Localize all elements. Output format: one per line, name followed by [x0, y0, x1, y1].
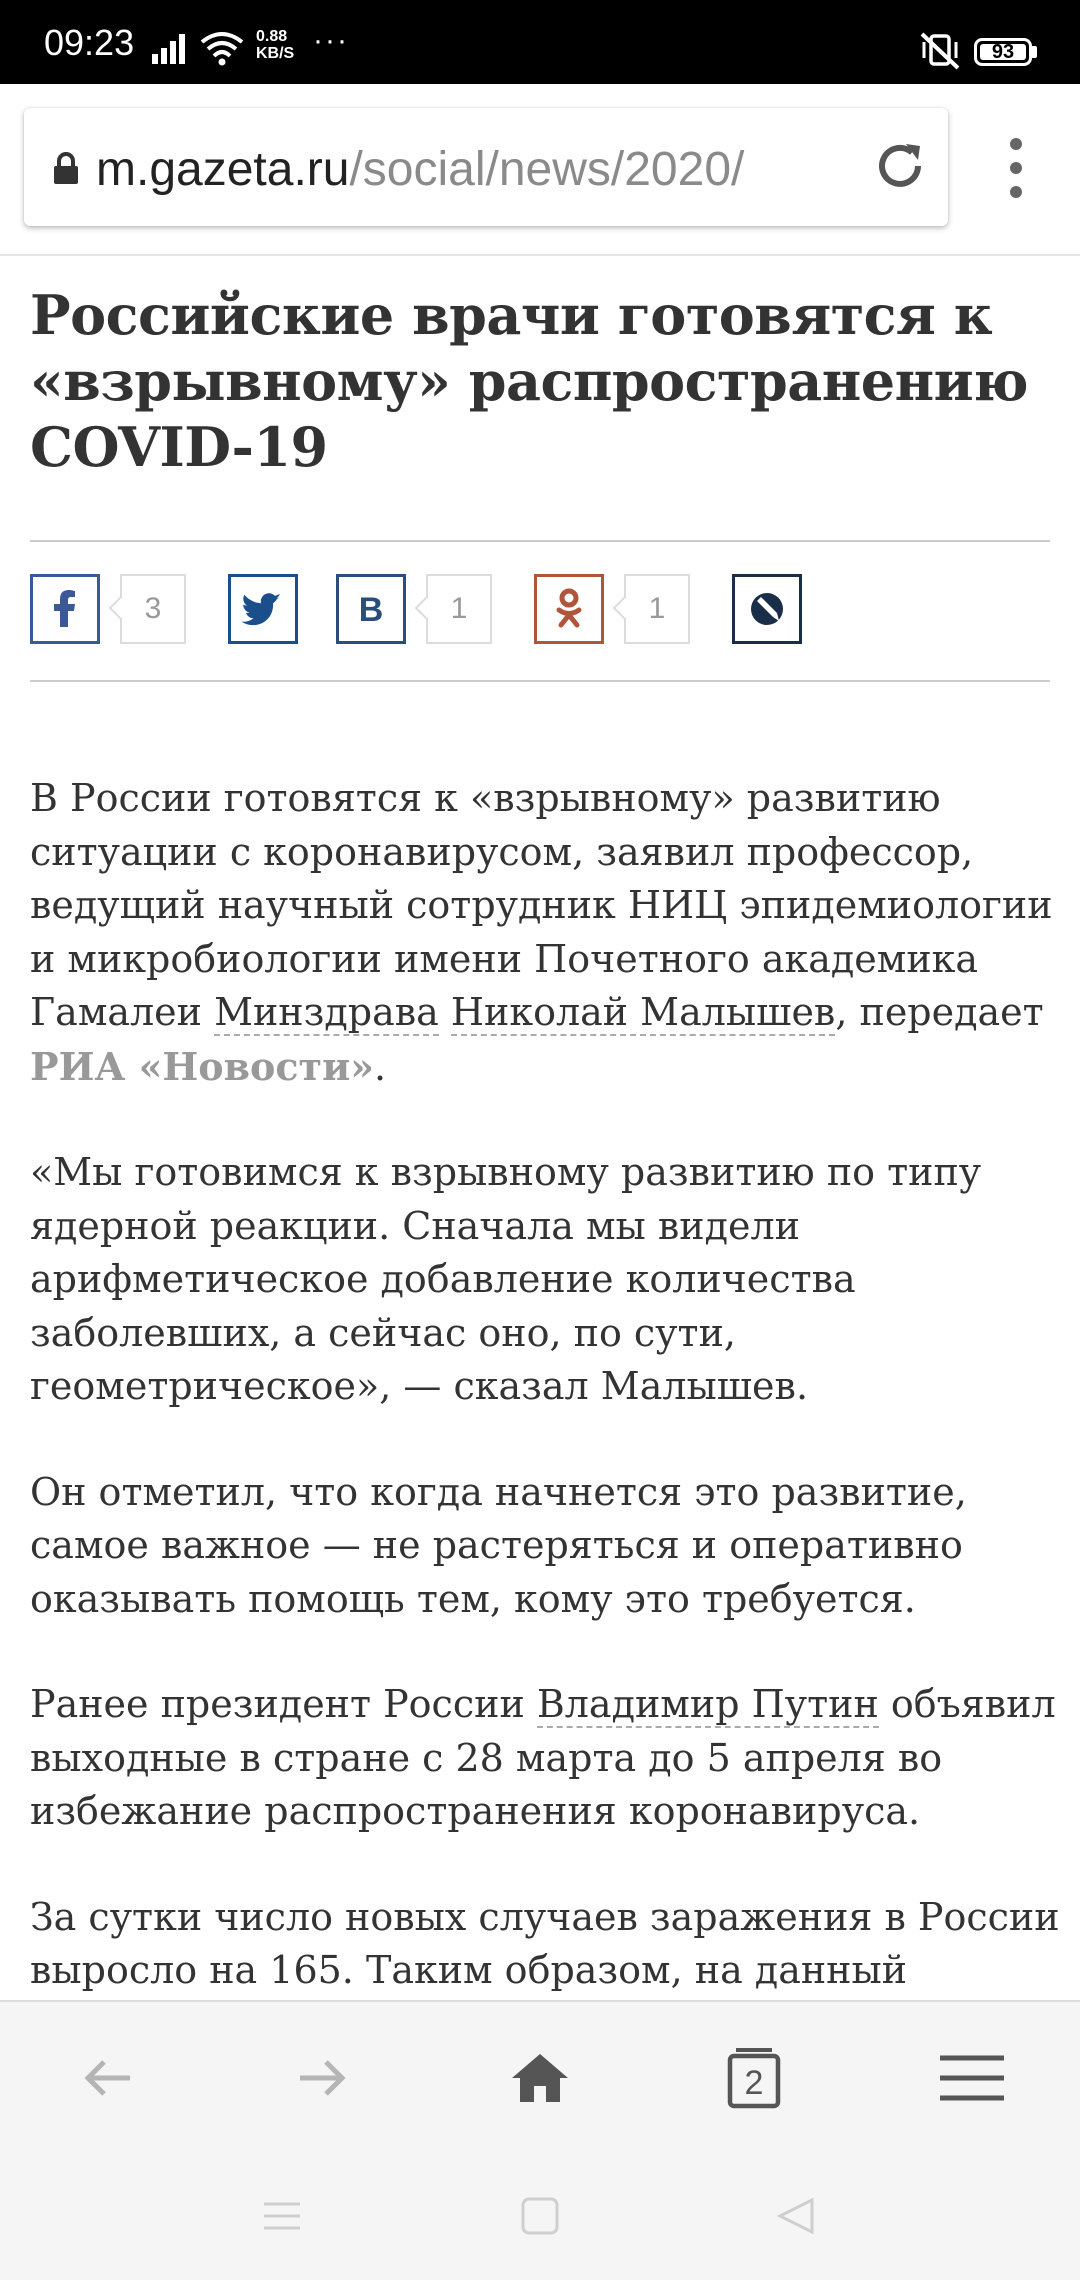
tabs-count: 2	[744, 2064, 764, 2102]
system-home-icon[interactable]	[518, 2194, 562, 2238]
home-icon[interactable]	[508, 2046, 572, 2110]
battery-tip	[1032, 46, 1037, 58]
browser-bottom-nav	[0, 2000, 1080, 2152]
vk-share-count	[426, 574, 492, 644]
paragraph-5: За сутки число новых случаев заражения в России выросло на 165. Таким образом, на данный	[30, 1894, 1060, 1992]
wifi-icon	[200, 30, 244, 66]
vk-icon	[339, 577, 403, 641]
url-path: /social/news/2020/	[349, 143, 745, 196]
ok-share-count-value: 1	[648, 592, 666, 625]
paragraph-4	[30, 1678, 1060, 1839]
article	[30, 254, 1060, 1992]
status-bar	[0, 0, 1080, 84]
article-headline: Российские врачи готовятся к «взрывному» распространению COVID-19	[30, 283, 1029, 479]
reload-icon	[872, 138, 928, 194]
source-link-ria[interactable]: РИА «Новости»	[30, 1043, 375, 1089]
twitter-icon	[231, 577, 295, 641]
article-body	[30, 772, 1060, 2103]
paragraph-1-text-2: , передает	[835, 990, 1044, 1034]
twitter-share-button[interactable]	[228, 574, 298, 644]
paragraph-1	[30, 772, 1060, 1094]
system-back-icon[interactable]	[774, 2194, 818, 2238]
livejournal-share-button[interactable]	[732, 574, 802, 644]
paragraph-1-space	[439, 990, 451, 1034]
link-minzdrav[interactable]: Минздрава	[214, 990, 439, 1034]
odnoklassniki-icon	[537, 577, 601, 641]
browser-menu-icon[interactable]	[988, 124, 1044, 212]
tabs-button[interactable]	[722, 2046, 786, 2110]
share-bar	[30, 540, 1050, 682]
network-speed	[256, 28, 294, 62]
recent-apps-icon[interactable]	[260, 2194, 304, 2238]
facebook-share-button[interactable]	[30, 574, 100, 644]
vk-share-button[interactable]	[336, 574, 406, 644]
url-text[interactable]	[96, 144, 744, 196]
status-time: 09:23	[44, 22, 135, 63]
hamburger-menu-icon[interactable]	[940, 2046, 1004, 2110]
vk-share-count-value: 1	[450, 592, 468, 625]
forward-arrow-icon[interactable]	[290, 2046, 354, 2110]
link-nikolay-malyshev[interactable]: Николай Малышев	[450, 990, 836, 1034]
facebook-share-count-value: 3	[144, 592, 162, 625]
url-fade	[808, 108, 848, 226]
paragraph-4-text: Ранее президент России	[30, 1682, 537, 1726]
link-vladimir-putin[interactable]: Владимир Путин	[536, 1682, 879, 1726]
paragraph-3: Он отметил, что когда начнется это развитие, самое важное — не растеряться и оперативно оказывать помощь тем, кому это требуется.	[30, 1469, 967, 1621]
more-notifications-icon: ···	[313, 24, 349, 57]
svg-text:В: В	[358, 591, 384, 629]
facebook-icon	[33, 577, 97, 641]
ok-share-count	[624, 574, 690, 644]
browser-toolbar	[0, 84, 1080, 256]
vibrate-mute-icon	[918, 30, 962, 70]
network-speed-value: 0.88	[256, 28, 288, 45]
back-arrow-icon[interactable]	[76, 2046, 140, 2110]
facebook-share-count	[120, 574, 186, 644]
signal-icon	[150, 30, 190, 66]
paragraph-1-text: В России готовятся к «взрывному» развитию ситуации с коронавирусом, заявил профессор, ведущий научный сотрудник НИЦ эпидемиологии и микробиологии имени Почетного академика Гамалеи	[30, 776, 1053, 1034]
url-domain: m.gazeta.ru	[96, 143, 350, 196]
network-speed-unit: KB/S	[256, 45, 295, 62]
system-nav-bar	[0, 2150, 1080, 2280]
paragraph-1-end: .	[374, 1044, 387, 1089]
address-bar[interactable]	[24, 108, 948, 226]
battery-level: 93	[980, 44, 1026, 60]
reload-button[interactable]	[848, 108, 948, 226]
battery-icon	[974, 38, 1032, 66]
ok-share-button[interactable]	[534, 574, 604, 644]
livejournal-icon	[735, 577, 799, 641]
paragraph-2: «Мы готовимся к взрывному развитию по типу ядерной реакции. Сначала мы видели арифметическое добавление количества заболевших, а сейчас оно, по сути, геометрическое», — сказал Малышев.	[30, 1150, 982, 1408]
lock-icon[interactable]	[52, 152, 80, 186]
paragraph-4-text-2: объявил выходные в стране с 28 марта до 5 апреля во избежание распространения коронавируса.	[30, 1682, 1056, 1833]
